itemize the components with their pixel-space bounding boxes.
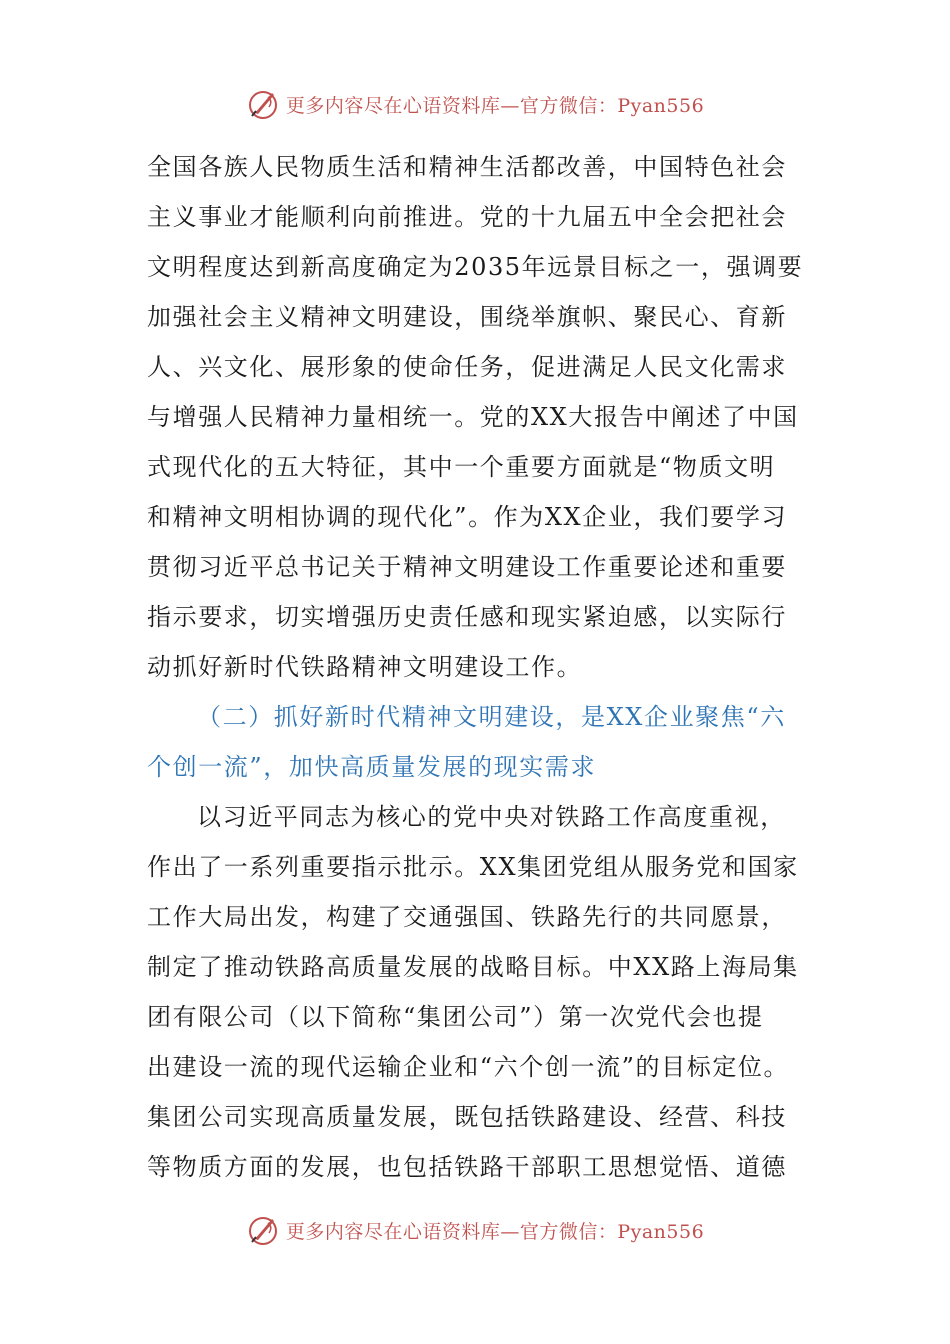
paragraph-1 <box>147 142 807 692</box>
text-line: 出建设一流的现代运输企业和“六个创一流”的目标定位。 <box>147 1053 790 1081</box>
text-line: 等物质方面的发展，也包括铁路干部职工思想觉悟、道德 <box>147 1153 787 1181</box>
text-line: 人、兴文化、展形象的使命任务，促进满足人民文化需求 <box>147 353 787 381</box>
text-line: 主义事业才能顺利向前推进。党的十九届五中全会把社会 <box>147 203 787 231</box>
text-line: 制定了推动铁路高质量发展的战略目标。中XX路上海局集 <box>147 953 799 981</box>
text-line: 作出了一系列重要指示批示。XX集团党组从服务党和国家 <box>147 853 799 881</box>
footer-banner-text: 更多内容尽在心语资料库—官方微信：Pyan556 <box>285 1220 705 1243</box>
text-line: 团有限公司（以下简称“集团公司”）第一次党代会也提 <box>147 1003 764 1031</box>
paragraph-2 <box>147 792 807 1192</box>
quill-pen-logo-icon <box>246 87 280 121</box>
text-line: 文明程度达到新高度确定为2035年远景目标之一，强调要 <box>147 253 804 281</box>
footer-banner <box>0 1210 950 1250</box>
text-line: 加强社会主义精神文明建设，围绕举旗帜、聚民心、育新 <box>147 303 787 331</box>
text-line: 以习近平同志为核心的党中央对铁路工作高度重视， <box>197 803 786 831</box>
heading-line: （二）抓好新时代精神文明建设，是XX企业聚焦“六 <box>197 703 786 731</box>
document-body <box>147 142 807 1192</box>
text-line: 全国各族人民物质生活和精神生活都改善，中国特色社会 <box>147 153 787 181</box>
heading-line: 个创一流”，加快高质量发展的现实需求 <box>147 753 597 781</box>
section-heading <box>147 692 807 792</box>
text-line: 指示要求，切实增强历史责任感和现实紧迫感，以实际行 <box>147 603 787 631</box>
text-line: 贯彻习近平总书记关于精神文明建设工作重要论述和重要 <box>147 553 787 581</box>
text-line: 式现代化的五大特征，其中一个重要方面就是“物质文明 <box>147 453 776 481</box>
text-line: 和精神文明相协调的现代化”。作为XX企业，我们要学习 <box>147 503 788 531</box>
text-line: 与增强人民精神力量相统一。党的XX大报告中阐述了中国 <box>147 403 799 431</box>
text-line: 动抓好新时代铁路精神文明建设工作。 <box>147 653 583 681</box>
header-banner-text: 更多内容尽在心语资料库—官方微信：Pyan556 <box>285 94 705 117</box>
quill-pen-logo-icon <box>246 1213 280 1247</box>
text-line: 集团公司实现高质量发展，既包括铁路建设、经营、科技 <box>147 1103 787 1131</box>
header-banner <box>0 84 950 124</box>
text-line: 工作大局出发，构建了交通强国、铁路先行的共同愿景， <box>147 903 787 931</box>
